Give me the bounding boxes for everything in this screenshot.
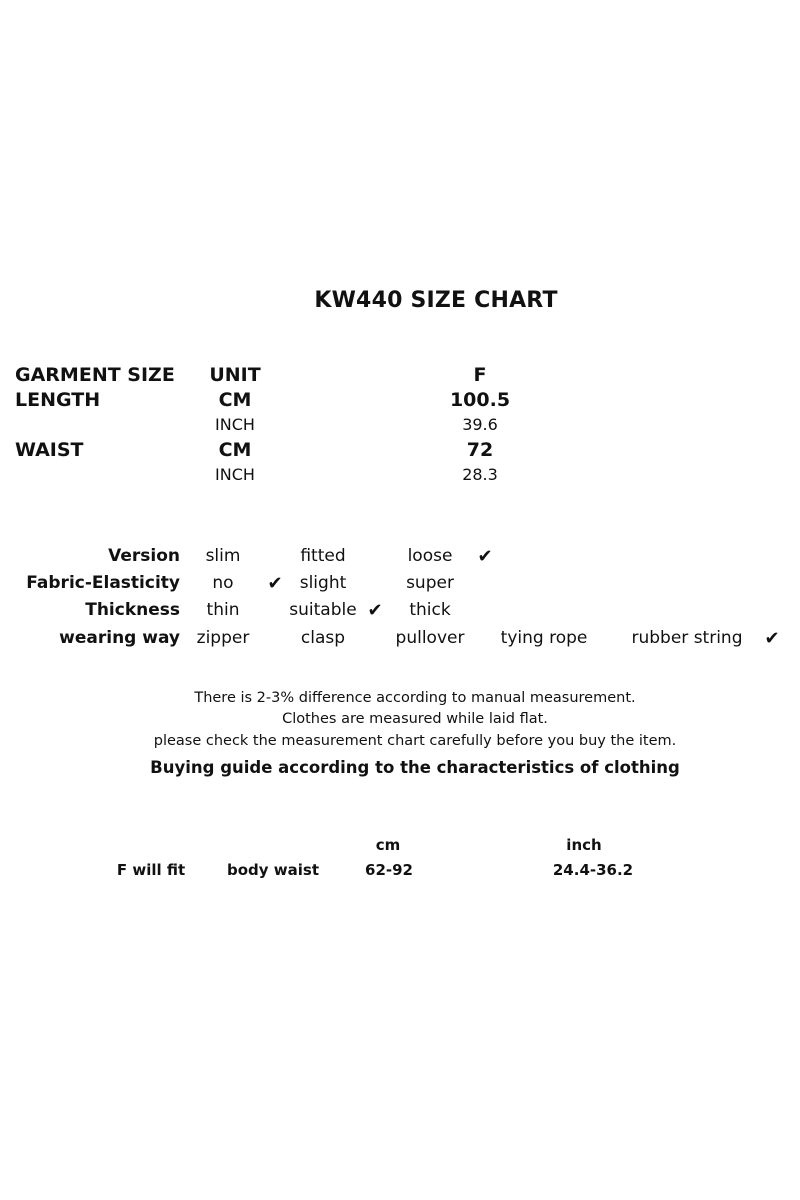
row-value: 39.6	[462, 415, 498, 434]
header-size: F	[473, 364, 487, 386]
option-slight: slight	[299, 573, 347, 593]
row-unit: INCH	[215, 415, 255, 434]
option-clasp: clasp	[300, 628, 346, 648]
fit-header-cm: cm	[375, 836, 401, 854]
buying-guide-heading: Buying guide according to the characteristics of clothing	[150, 758, 680, 777]
attr-label-thickness: Thickness	[85, 600, 180, 620]
option-zipper: zipper	[196, 628, 250, 648]
option-thin: thin	[206, 600, 240, 620]
option-rubber-string: rubber string	[631, 628, 743, 648]
note-line: Clothes are measured while laid flat.	[282, 711, 548, 727]
attr-label-version: Version	[108, 546, 180, 566]
row-unit: CM	[218, 439, 252, 461]
fit-measure: body waist	[227, 861, 319, 879]
fit-cm-value: 62-92	[365, 861, 413, 879]
option-no: no	[212, 573, 234, 593]
check-icon: ✔	[367, 600, 383, 621]
row-label: WAIST	[15, 439, 84, 461]
row-unit: CM	[218, 389, 252, 411]
check-icon: ✔	[477, 546, 493, 567]
header-garment-size: GARMENT SIZE	[15, 364, 175, 386]
option-fitted: fitted	[300, 546, 346, 566]
option-suitable: suitable	[289, 600, 357, 620]
option-slim: slim	[205, 546, 241, 566]
row-value: 100.5	[449, 389, 511, 411]
option-thick: thick	[409, 600, 451, 620]
attr-label-wearing-way: wearing way	[59, 628, 180, 648]
fit-header-inch: inch	[566, 836, 602, 854]
option-pullover: pullover	[395, 628, 465, 648]
fit-size: F will fit	[116, 861, 186, 879]
row-value: 28.3	[462, 465, 498, 484]
header-unit: UNIT	[209, 364, 261, 386]
check-icon: ✔	[764, 628, 780, 649]
note-line: please check the measurement chart carefully before you buy the item.	[153, 733, 677, 749]
option-tying-rope: tying rope	[500, 628, 588, 648]
note-line: There is 2-3% difference according to manual measurement.	[194, 690, 636, 706]
row-value: 72	[466, 439, 494, 461]
row-label: LENGTH	[15, 389, 101, 411]
check-icon: ✔	[267, 573, 283, 594]
attr-label-fabric-elasticity: Fabric-Elasticity	[26, 573, 180, 593]
option-loose: loose	[407, 546, 453, 566]
option-super: super	[406, 573, 454, 593]
page-title: KW440 SIZE CHART	[314, 288, 558, 313]
fit-inch-value: 24.4-36.2	[552, 861, 634, 879]
row-unit: INCH	[215, 465, 255, 484]
